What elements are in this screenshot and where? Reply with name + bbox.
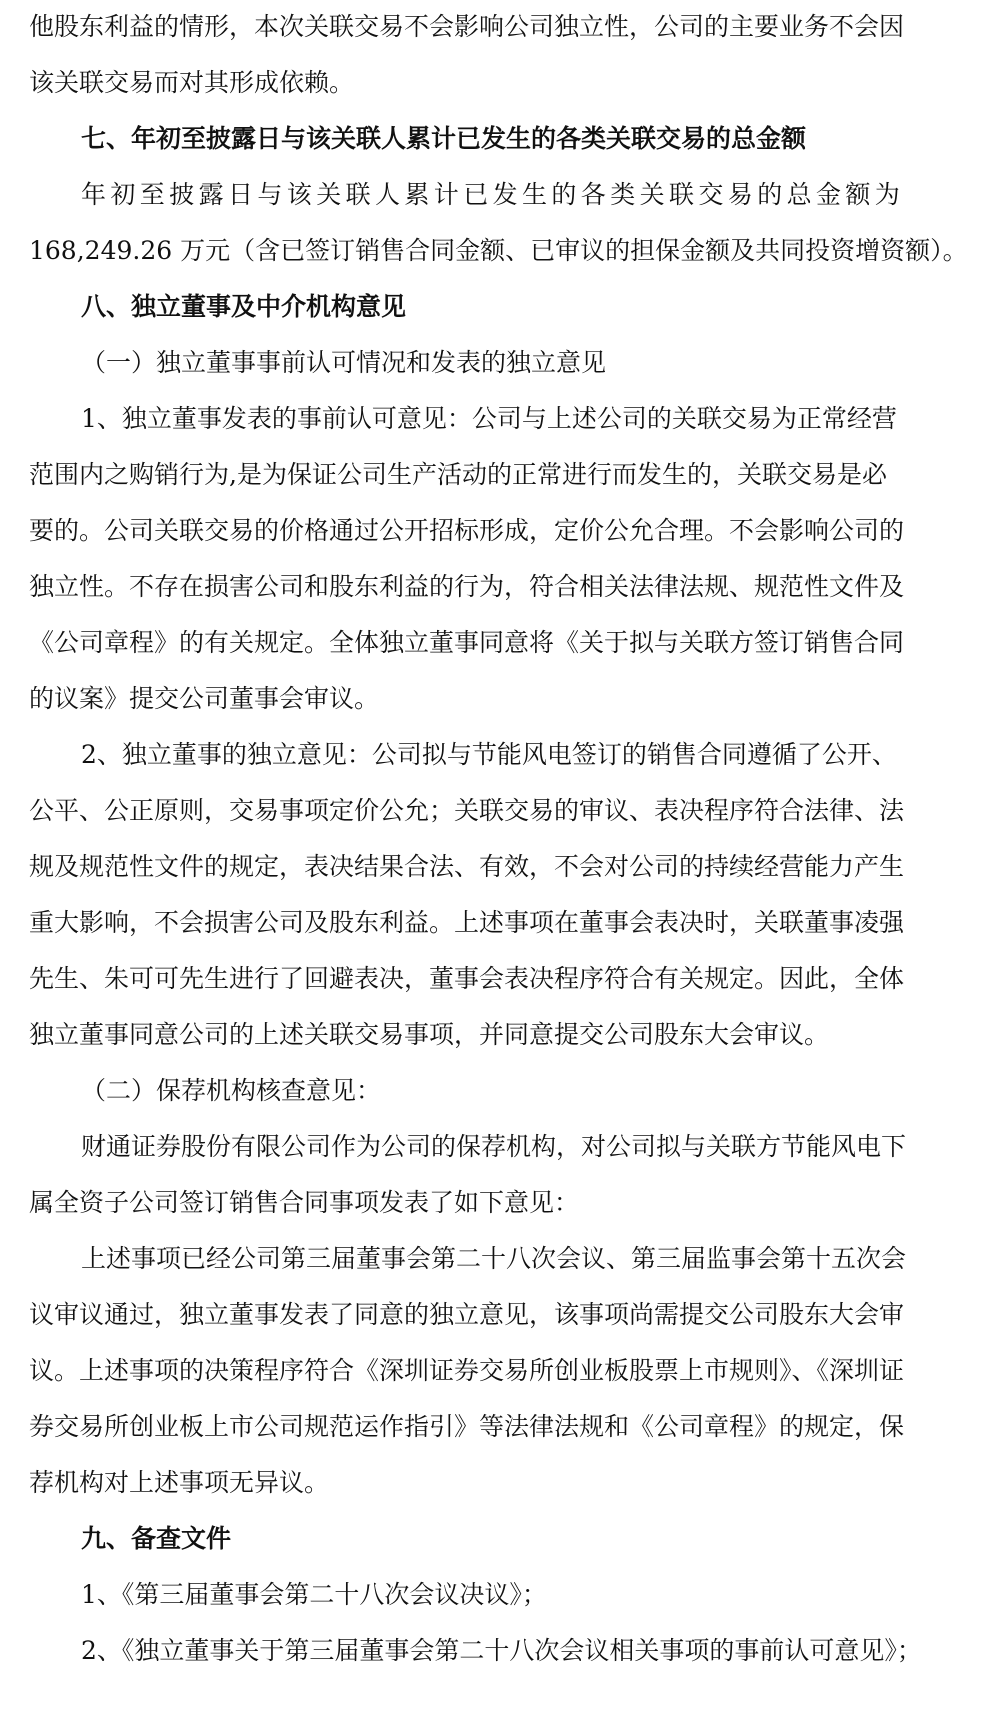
text-line: 的议案》提交公司董事会审议。	[29, 684, 380, 713]
text-line: 1、独立董事发表的事前认可意见：公司与上述公司的关联交易为正常经营	[81, 404, 897, 433]
text-line: 上述事项已经公司第三届董事会第二十八次会议、第三届监事会第十五次会	[81, 1244, 907, 1273]
text-line: 168,249.26 万元（含已签订销售合同金额、已审议的担保金额及共同投资增资额）。	[29, 236, 968, 265]
section-heading: 八、独立董事及中介机构意见	[81, 292, 407, 321]
text-line: 先生、朱可可先生进行了回避表决，董事会表决程序符合有关规定。因此，全体	[29, 964, 905, 993]
text-line: 范围内之购销行为,是为保证公司生产活动的正常进行而发生的，关联交易是必	[29, 460, 887, 489]
text-line: 1、《第三届董事会第二十八次会议决议》；	[81, 1580, 547, 1609]
text-line: 券交易所创业板上市公司规范运作指引》等法律法规和《公司章程》的规定，保	[29, 1412, 905, 1441]
text-line: 2、独立董事的独立意见：公司拟与节能风电签订的销售合同遵循了公开、	[81, 740, 897, 769]
text-line: 荐机构对上述事项无异议。	[29, 1468, 330, 1497]
text-line: 公平、公正原则，交易事项定价公允；关联交易的审议、表决程序符合法律、法	[29, 796, 905, 825]
section-heading: 七、年初至披露日与该关联人累计已发生的各类关联交易的总金额	[81, 124, 807, 153]
text-line: 属全资子公司签订销售合同事项发表了如下意见：	[29, 1188, 580, 1217]
section-heading: 九、备查文件	[81, 1524, 232, 1553]
text-line: 独立性。不存在损害公司和股东利益的行为，符合相关法律法规、规范性文件及	[29, 572, 905, 601]
text-line: 财通证券股份有限公司作为公司的保荐机构，对公司拟与关联方节能风电下	[81, 1132, 907, 1161]
text-line: 要的。公司关联交易的价格通过公开招标形成，定价公允合理。不会影响公司的	[29, 516, 905, 545]
text-line: 议。上述事项的决策程序符合《深圳证券交易所创业板股票上市规则》、《深圳证	[29, 1356, 905, 1385]
text-line: 规及规范性文件的规定，表决结果合法、有效，不会对公司的持续经营能力产生	[29, 852, 905, 881]
text-line: 《公司章程》的有关规定。全体独立董事同意将《关于拟与关联方签订销售合同	[29, 628, 905, 657]
text-line: 年初至披露日与该关联人累计已发生的各类关联交易的总金额为	[81, 180, 905, 209]
document-body	[29, 0, 971, 1679]
text-line: 他股东利益的情形，本次关联交易不会影响公司独立性，公司的主要业务不会因	[29, 12, 905, 41]
text-line: （二）保荐机构核查意见：	[81, 1076, 382, 1105]
text-line: 独立董事同意公司的上述关联交易事项，并同意提交公司股东大会审议。	[29, 1020, 830, 1049]
text-line: 重大影响，不会损害公司及股东利益。上述事项在董事会表决时，关联董事凌强	[29, 908, 905, 937]
text-line: 议审议通过，独立董事发表了同意的独立意见，该事项尚需提交公司股东大会审	[29, 1300, 905, 1329]
text-line: （一）独立董事事前认可情况和发表的独立意见	[81, 348, 607, 377]
text-line: 该关联交易而对其形成依赖。	[29, 68, 355, 97]
text-line: 2、《独立董事关于第三届董事会第二十八次会议相关事项的事前认可意见》；	[81, 1636, 922, 1665]
